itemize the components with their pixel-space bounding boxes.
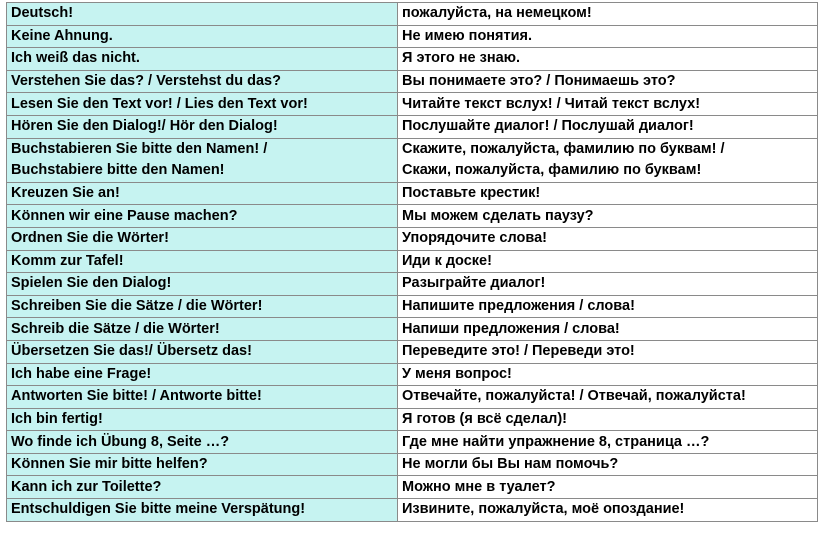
table-row xyxy=(7,93,818,116)
german-phrase: Lesen Sie den Text vor! / Lies den Text vor! xyxy=(7,93,398,116)
german-phrase: Ich bin fertig! xyxy=(7,408,398,431)
russian-translation: Отвечайте, пожалуйста! / Отвечай, пожалуйста! xyxy=(398,386,818,409)
german-phrase: Deutsch! xyxy=(7,3,398,26)
table-row xyxy=(7,476,818,499)
phrase-table xyxy=(6,2,818,522)
german-phrase: Kreuzen Sie an! xyxy=(7,182,398,205)
russian-translation: Разыграйте диалог! xyxy=(398,273,818,296)
table-row xyxy=(7,431,818,454)
russian-translation: Иди к доске! xyxy=(398,250,818,273)
table-row xyxy=(7,3,818,26)
russian-translation-line: Скажите, пожалуйста, фамилию по буквам! / xyxy=(402,140,725,157)
russian-translation xyxy=(398,138,818,182)
german-phrase: Schreiben Sie die Sätze / die Wörter! xyxy=(7,295,398,318)
table-row xyxy=(7,25,818,48)
german-phrase-line: Buchstabieren Sie bitte den Namen! / xyxy=(11,140,268,157)
german-phrase: Übersetzen Sie das!/ Übersetz das! xyxy=(7,340,398,363)
table-row xyxy=(7,115,818,138)
german-phrase: Ich habe eine Frage! xyxy=(7,363,398,386)
table-row xyxy=(7,386,818,409)
german-phrase: Keine Ahnung. xyxy=(7,25,398,48)
russian-translation: Послушайте диалог! / Послушай диалог! xyxy=(398,115,818,138)
german-phrase: Ordnen Sie die Wörter! xyxy=(7,227,398,250)
german-phrase: Entschuldigen Sie bitte meine Verspätung! xyxy=(7,499,398,522)
russian-translation: Упорядочите слова! xyxy=(398,227,818,250)
russian-translation: Поставьте крестик! xyxy=(398,182,818,205)
russian-translation: Вы понимаете это? / Понимаешь это? xyxy=(398,70,818,93)
russian-translation: Читайте текст вслух! / Читай текст вслух! xyxy=(398,93,818,116)
table-row xyxy=(7,363,818,386)
russian-translation: Можно мне в туалет? xyxy=(398,476,818,499)
table-row xyxy=(7,250,818,273)
german-phrase: Antworten Sie bitte! / Antworte bitte! xyxy=(7,386,398,409)
table-row xyxy=(7,227,818,250)
table-row xyxy=(7,205,818,228)
table-row xyxy=(7,340,818,363)
table-row xyxy=(7,48,818,71)
german-phrase: Hören Sie den Dialog!/ Hör den Dialog! xyxy=(7,115,398,138)
russian-translation: Не могли бы Вы нам помочь? xyxy=(398,453,818,476)
russian-translation: Напиши предложения / слова! xyxy=(398,318,818,341)
german-phrase: Schreib die Sätze / die Wörter! xyxy=(7,318,398,341)
russian-translation: Не имею понятия. xyxy=(398,25,818,48)
table-row xyxy=(7,182,818,205)
table-row xyxy=(7,295,818,318)
russian-translation: Напишите предложения / слова! xyxy=(398,295,818,318)
table-row xyxy=(7,70,818,93)
table-row xyxy=(7,138,818,182)
russian-translation: У меня вопрос! xyxy=(398,363,818,386)
table-row xyxy=(7,453,818,476)
table-row xyxy=(7,408,818,431)
table-row xyxy=(7,499,818,522)
russian-translation: Переведите это! / Переведи это! xyxy=(398,340,818,363)
german-phrase: Komm zur Tafel! xyxy=(7,250,398,273)
german-phrase: Können Sie mir bitte helfen? xyxy=(7,453,398,476)
russian-translation: Я готов (я всё сделал)! xyxy=(398,408,818,431)
russian-translation: Где мне найти упражнение 8, страница …? xyxy=(398,431,818,454)
table-row xyxy=(7,318,818,341)
table-row xyxy=(7,273,818,296)
russian-translation: Я этого не знаю. xyxy=(398,48,818,71)
russian-translation: пожалуйста, на немецком! xyxy=(398,3,818,26)
german-phrase: Spielen Sie den Dialog! xyxy=(7,273,398,296)
german-phrase-line: Buchstabiere bitte den Namen! xyxy=(11,162,225,179)
russian-translation: Извините, пожалуйста, моё опоздание! xyxy=(398,499,818,522)
german-phrase: Kann ich zur Toilette? xyxy=(7,476,398,499)
german-phrase: Können wir eine Pause machen? xyxy=(7,205,398,228)
german-phrase: Verstehen Sie das? / Verstehst du das? xyxy=(7,70,398,93)
russian-translation: Мы можем сделать паузу? xyxy=(398,205,818,228)
russian-translation-line: Скажи, пожалуйста, фамилию по буквам! xyxy=(402,162,702,179)
german-phrase: Ich weiß das nicht. xyxy=(7,48,398,71)
german-phrase: Wo finde ich Übung 8, Seite …? xyxy=(7,431,398,454)
german-phrase xyxy=(7,138,398,182)
